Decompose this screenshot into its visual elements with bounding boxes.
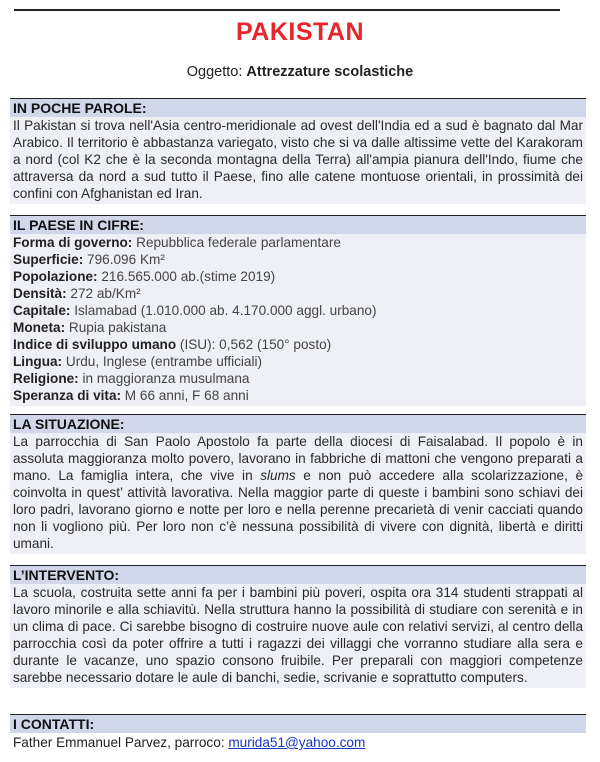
fact-row: Moneta: Rupia pakistana xyxy=(13,320,167,335)
section-in-poche-parole xyxy=(10,98,586,204)
section-situazione xyxy=(10,414,586,554)
fact-row: Capitale: Islamabad (1.010.000 ab. 4.170.000 aggl. urbano) xyxy=(13,303,377,318)
section-header: IN POCHE PAROLE: xyxy=(10,98,586,117)
fact-row: Speranza di vita: M 66 anni, F 68 anni xyxy=(13,388,249,403)
fact-row: Indice di sviluppo umano (ISU): 0,562 (150° posto) xyxy=(13,337,332,352)
fact-row: Popolazione: 216.565.000 ab.(stime 2019) xyxy=(13,269,276,284)
facts-list xyxy=(10,234,586,406)
fact-row: Superficie: 796.096 Km² xyxy=(13,252,165,267)
fact-row: Densità: 272 ab/Km² xyxy=(13,286,141,301)
contact-line xyxy=(10,733,586,752)
subject-line xyxy=(0,64,600,80)
section-header: IL PAESE IN CIFRE: xyxy=(10,215,586,234)
fact-row: Lingua: Urdu, Inglese (entrambe ufficiali) xyxy=(13,354,263,369)
subject-value: Attrezzature scolastiche xyxy=(246,64,414,80)
section-text: Il Pakistan si trova nell'Asia centro-meridionale ad ovest dell'India ed a sud è bagnato dal Mar Arabico. Il territorio è abbastanza variegato, visto che si va dalle altissime vette del Karakoram a nord (col K2 che è la seconda montagna della Terra) all'ampia pianura dell'Indo, fiume che attraversa da nord a sud tutto il Paese, fino alle catene montuose orientali, in prossimità dei confini con Afghanistan ed Iran. xyxy=(10,117,586,204)
page-title: PAKISTAN xyxy=(235,18,365,46)
fact-row: Forma di governo: Repubblica federale parlamentare xyxy=(13,235,341,250)
contact-name: Father Emmanuel Parvez, parroco: xyxy=(13,735,229,750)
section-cifre xyxy=(10,215,586,406)
top-rule xyxy=(14,9,560,11)
section-header: L’INTERVENTO: xyxy=(10,565,586,584)
section-text: La scuola, costruita sette anni fa per i bambini più poveri, ospita ora 314 studenti strappati al lavoro minorile e alla schiavitù. Nella struttura hanno la possibilità di studiare con serenità e in un clima di pace. Ci sarebbe bisogno di costruire nuove aule con relativi servizi, al centro della parrocchia così da poter offrire a tutti i ragazzi dei villaggi che vorranno studiare alla sera e durante le vacanze, uno spazio consono fruibile. Per preparali con maggiori competenze sarebbe necessario dotare le aule di banchi, sedie, scrivanie e soprattutto computers. xyxy=(10,584,586,688)
fact-row: Religione: in maggioranza musulmana xyxy=(13,371,250,386)
section-intervento xyxy=(10,565,586,688)
section-contatti xyxy=(10,714,586,752)
contact-email-link[interactable]: murida51@yahoo.com xyxy=(228,735,366,750)
section-text: La parrocchia di San Paolo Apostolo fa parte della diocesi di Faisalabad. Il popolo è in assoluta maggioranza molto povero, lavorano in fabbriche di mattoni che vengono preparati a mano. La famiglia intera, che vive in slums e non può accedere alla scolarizzazione, è coinvolta in quest’ attività lavorativa. Nella maggior parte di queste i bambini sono schiavi dei loro padri, lavorano giorno e notte per loro e nella perenne precarietà di venir cacciati quando non li vogliono più. Per loro non c’è nessuna possibilità di vivere con dignità, libertà e diritti umani. xyxy=(10,433,586,554)
subject-label: Oggetto: xyxy=(186,64,243,80)
section-header: I CONTATTI: xyxy=(10,714,586,733)
section-header: LA SITUAZIONE: xyxy=(10,414,586,433)
